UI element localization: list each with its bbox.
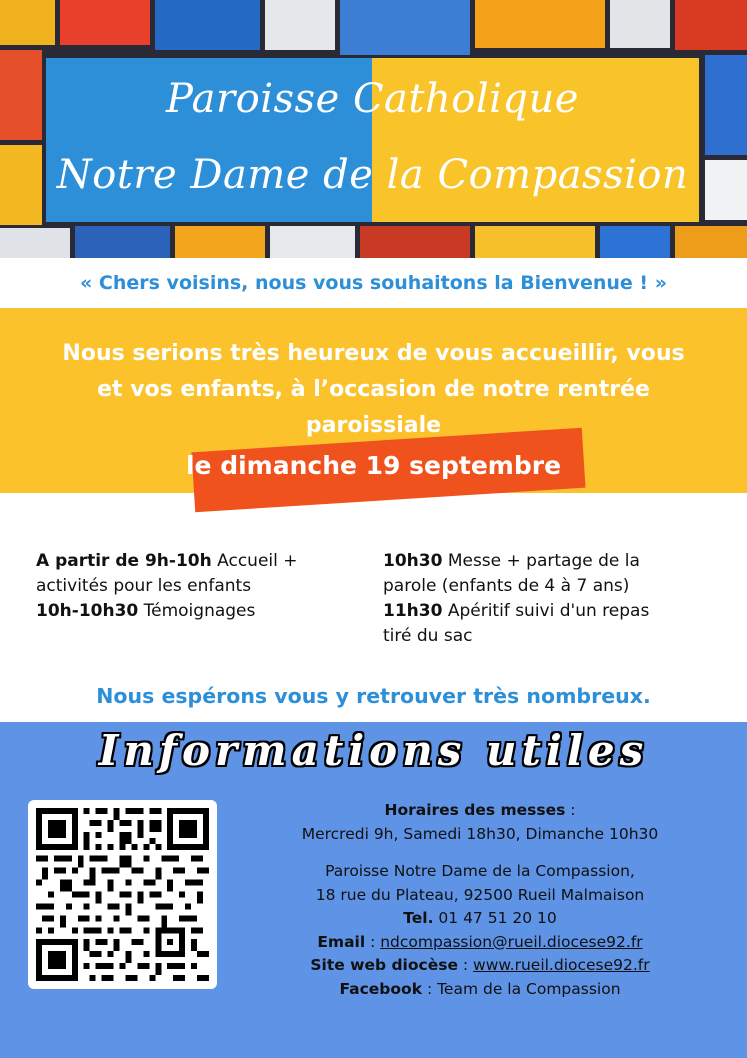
- schedule-item: [36, 599, 346, 624]
- mass-times: Mercredi 9h, Samedi 18h30, Dimanche 10h30: [301, 824, 659, 843]
- mass-label-row: [240, 799, 720, 823]
- mass-label: Horaires des messes: [384, 801, 566, 819]
- event-date: [0, 451, 747, 480]
- schedule-time: A partir de 9h-10h: [36, 551, 212, 571]
- qr-code-icon: [36, 808, 209, 981]
- schedule-item: [36, 549, 346, 574]
- schedule-time: 11h30: [383, 601, 443, 621]
- schedule-time: 10h-10h30: [36, 601, 139, 621]
- schedule-text: activités pour les enfants: [36, 576, 252, 596]
- stained-glass-background: [0, 0, 747, 258]
- tel-label: Tel.: [403, 909, 434, 927]
- schedule-left: [36, 549, 346, 624]
- invitation-line-1: Nous serions très heureux de vous accueillir, vous: [62, 341, 685, 366]
- schedule-item: [383, 574, 723, 599]
- invitation-line-3: paroissiale: [305, 413, 442, 438]
- info-title: Informations utiles: [98, 726, 649, 775]
- email-label: Email: [317, 932, 366, 951]
- phone-number[interactable]: 01 47 51 20 10: [438, 909, 557, 927]
- schedule-text: parole (enfants de 4 à 7 ans): [383, 576, 630, 596]
- schedule-text: Apéritif suivi d'un repas: [447, 601, 650, 621]
- date-text: dimanche 19 septembre: [220, 451, 562, 480]
- schedule-time: 10h30: [383, 551, 443, 571]
- spacer: [240, 846, 720, 860]
- schedule-item: [383, 599, 723, 624]
- phone-row: [240, 907, 720, 931]
- web-label: Site web diocèse: [310, 956, 458, 974]
- parish-name: Paroisse Notre Dame de la Compassion,: [325, 862, 635, 880]
- website-row: Site web diocèse : www.rueil.diocese92.fr: [310, 956, 650, 974]
- mass-sep: :: [565, 801, 576, 819]
- facebook-name[interactable]: Team de la Compassion: [437, 979, 621, 998]
- schedule-item: [383, 624, 723, 649]
- parish-title-line-1: Paroisse Catholique: [166, 76, 579, 122]
- schedule-text: Témoignages: [143, 601, 256, 621]
- email-row: Email : ndcompassion@rueil.diocese92.fr: [317, 932, 643, 951]
- facebook-label: Facebook: [339, 979, 423, 998]
- facebook-row: Facebook : Team de la Compassion: [339, 979, 621, 998]
- parish-title-line-2: Notre Dame de la Compassion: [56, 152, 689, 198]
- invitation-line-2: et vos enfants, à l’occasion de notre rentrée: [97, 377, 650, 402]
- schedule-right: [383, 549, 723, 649]
- website-link[interactable]: www.rueil.diocese92.fr: [473, 956, 650, 974]
- info-details: [240, 799, 720, 1001]
- date-prefix: le: [185, 451, 212, 480]
- email-link[interactable]: ndcompassion@rueil.diocese92.fr: [380, 932, 643, 951]
- schedule-text: tiré du sac: [383, 626, 473, 646]
- schedule-text: Messe + partage de la: [447, 551, 640, 571]
- invitation-text: [20, 336, 727, 444]
- schedule-item: [383, 549, 723, 574]
- parish-address: 18 rue du Plateau, 92500 Rueil Malmaison: [315, 885, 645, 904]
- schedule-item: [36, 574, 346, 599]
- qr-code[interactable]: [28, 800, 217, 989]
- closing-message: Nous espérons vous y retrouver très nombreux.: [96, 684, 651, 708]
- welcome-message: « Chers voisins, nous vous souhaitons la Bienvenue ! »: [80, 272, 667, 294]
- schedule-text: Accueil +: [217, 551, 298, 571]
